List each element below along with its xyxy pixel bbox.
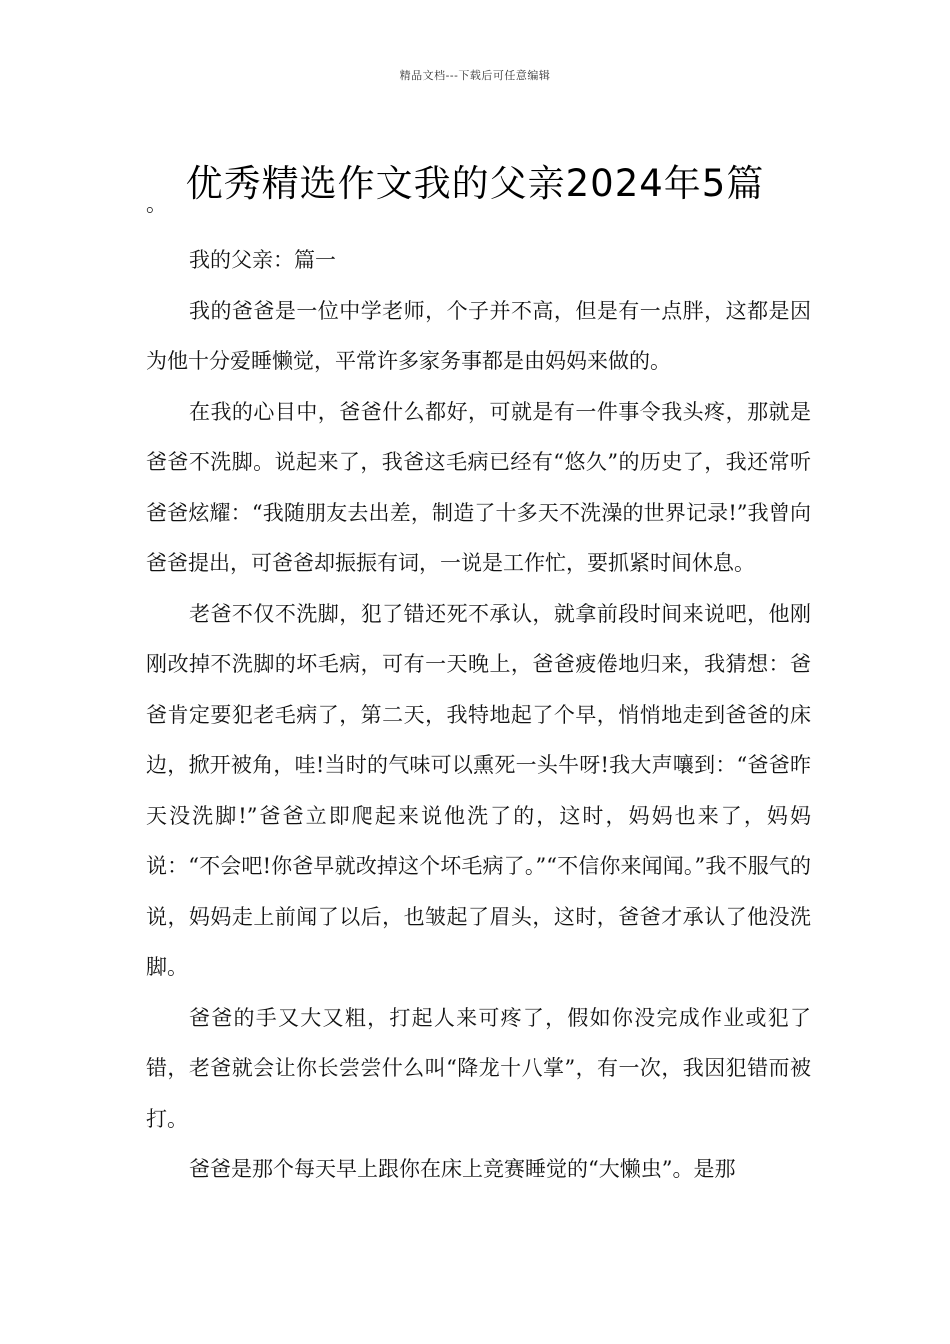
paragraph: 爸爸的手又大又粗，打起人来可疼了，假如你没完成作业或犯了错，老爸就会让你长尝尝什么叫“降龙十八掌”，有一次，我因犯错而被打。: [146, 1005, 811, 1131]
paragraph: 老爸不仅不洗脚，犯了错还死不承认，就拿前段时间来说吧，他刚刚改掉不洗脚的坏毛病，可有一天晚上，爸爸疲倦地归来，我猜想：爸爸肯定要犯老毛病了，第二天，我特地起了个早，悄悄地走到爸爸的床边，掀开被角，哇!当时的气味可以熏死一头牛呀!我大声嚷到：“爸爸昨天没洗脚!”爸爸立即爬起来说他洗了的，这时，妈妈也来了，妈妈说：“不会吧!你爸早就改掉这个坏毛病了。”“不信你来闻闻。”我不服气的说，妈妈走上前闻了以后，也皱起了眉头，这时，爸爸才承认了他没洗脚。: [146, 601, 811, 979]
paragraph: 爸爸是那个每天早上跟你在床上竞赛睡觉的“大懒虫”。是那: [189, 1157, 736, 1181]
header-note: 精品文档---下载后可任意编辑: [399, 69, 551, 82]
paragraph: 我的爸爸是一位中学老师，个子并不高，但是有一点胖，这都是因为他十分爱睡懒觉，平常许多家务事都是由妈妈来做的。: [146, 298, 811, 373]
lead-mark: 。: [146, 192, 167, 216]
paragraph: 在我的心目中，爸爸什么都好，可就是有一件事令我头疼，那就是爸爸不洗脚。说起来了，我爸这毛病已经有“悠久”的历史了，我还常听爸爸炫耀：“我随朋友去出差，制造了十多天不洗澡的世界记录!”我曾向爸爸提出，可爸爸却振振有词，一说是工作忙，要抓紧时间休息。: [146, 399, 811, 575]
document-title: 优秀精选作文我的父亲2024年5篇: [185, 161, 765, 205]
section-heading: 我的父亲：篇一: [189, 248, 336, 272]
document-body: [146, 186, 811, 1195]
